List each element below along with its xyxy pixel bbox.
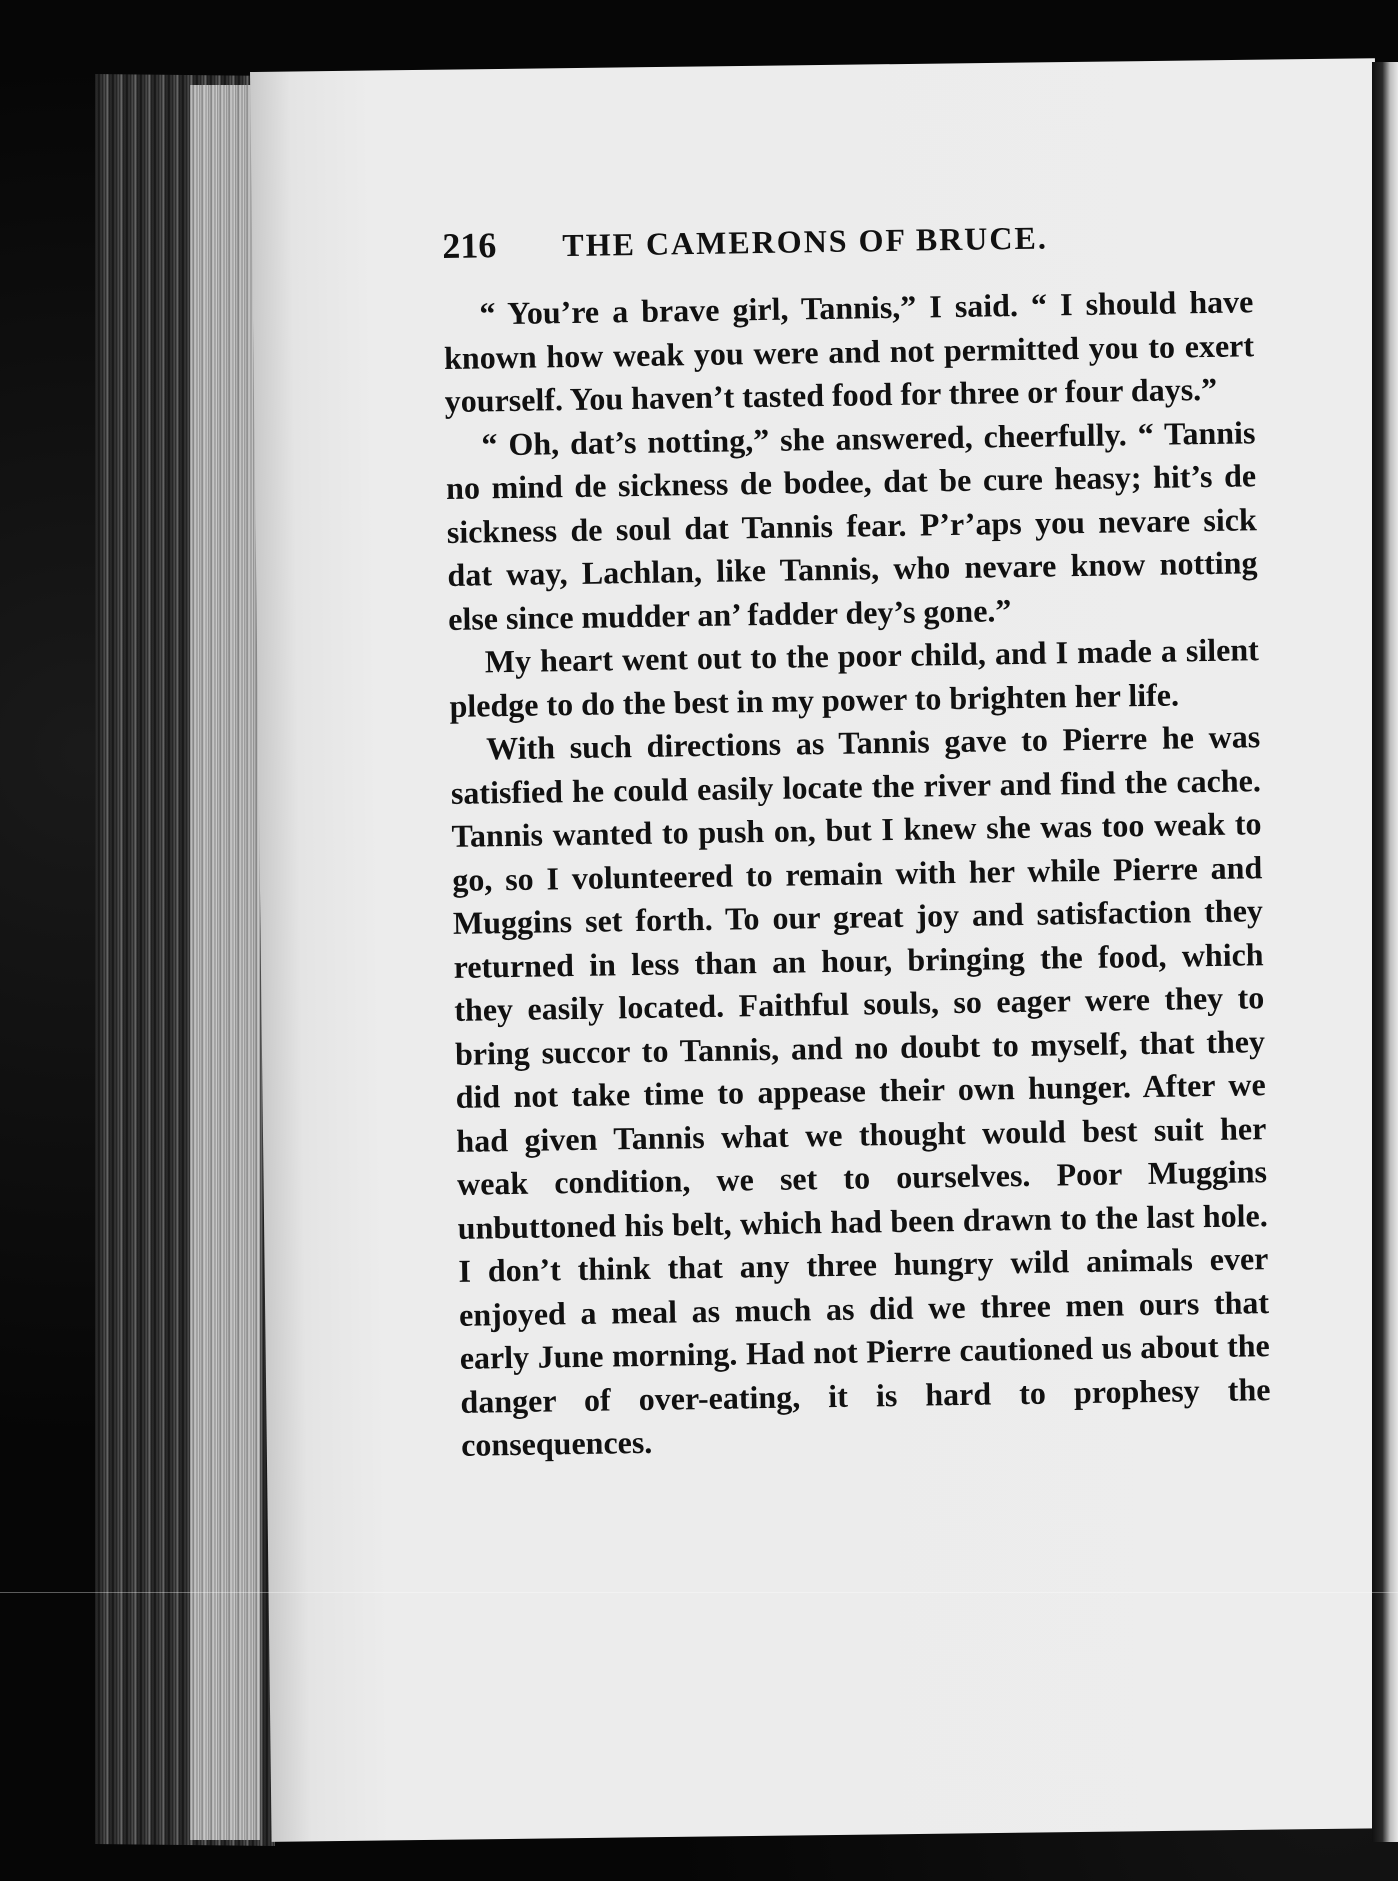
book-right-edge	[1372, 62, 1398, 1842]
paragraph-2: “ Oh, dat’s notting,” she answered, cheerfully. “ Tannis no mind de sickness de bodee, dat be cure heasy; hit’s de sickness de soul dat Tannis fear. P’r’aps you nevare sick dat way, Lachlan, like Tannis, who nevare know notting else since mudder an’ fadder dey’s gone.”	[445, 413, 1258, 637]
running-title: THE CAMERONS OF BRUCE.	[562, 219, 1049, 264]
paragraph-4: With such directions as Tannis gave to Pierre he was satisfied he could easily locate the river and find the cache. Tannis wanted to push on, but I knew she was too weak to go, so I volunteered to remain with her while Pierre and Muggins set forth. To our great joy and satisfaction they returned in less than an hour, bringing the food, which they easily located. Faithful souls, so eager were they to bring succor to Tannis, and no doubt to myself, that they did not take time to appease their own hunger. After we had given Tannis what we thought would best suit her weak condition, we set to ourselves. Poor Muggins unbuttoned his belt, which had been drawn to the last hole. I don’t think that any three hungry wild animals ever enjoyed a meal as much as did we three men ours that early June morning. Had not Pierre cautioned us about the danger of over-eating, it is hard to prophesy the consequences.	[450, 718, 1271, 1463]
paragraph-3: My heart went out to the poor child, and I made a silent pledge to do the best in my power to brighten her life.	[449, 631, 1260, 724]
page-text-block	[442, 212, 1271, 1467]
running-head	[442, 212, 1253, 287]
page-number: 216	[442, 225, 497, 266]
paragraph-1: “ You’re a brave girl, Tannis,” I said. “ I should have known how weak you were and not permitted you to exert yourself. You haven’t tasted food for three or four days.”	[443, 283, 1255, 419]
book-page-edges-highlight	[190, 85, 260, 1840]
scan-artifact-line	[0, 1592, 1398, 1593]
